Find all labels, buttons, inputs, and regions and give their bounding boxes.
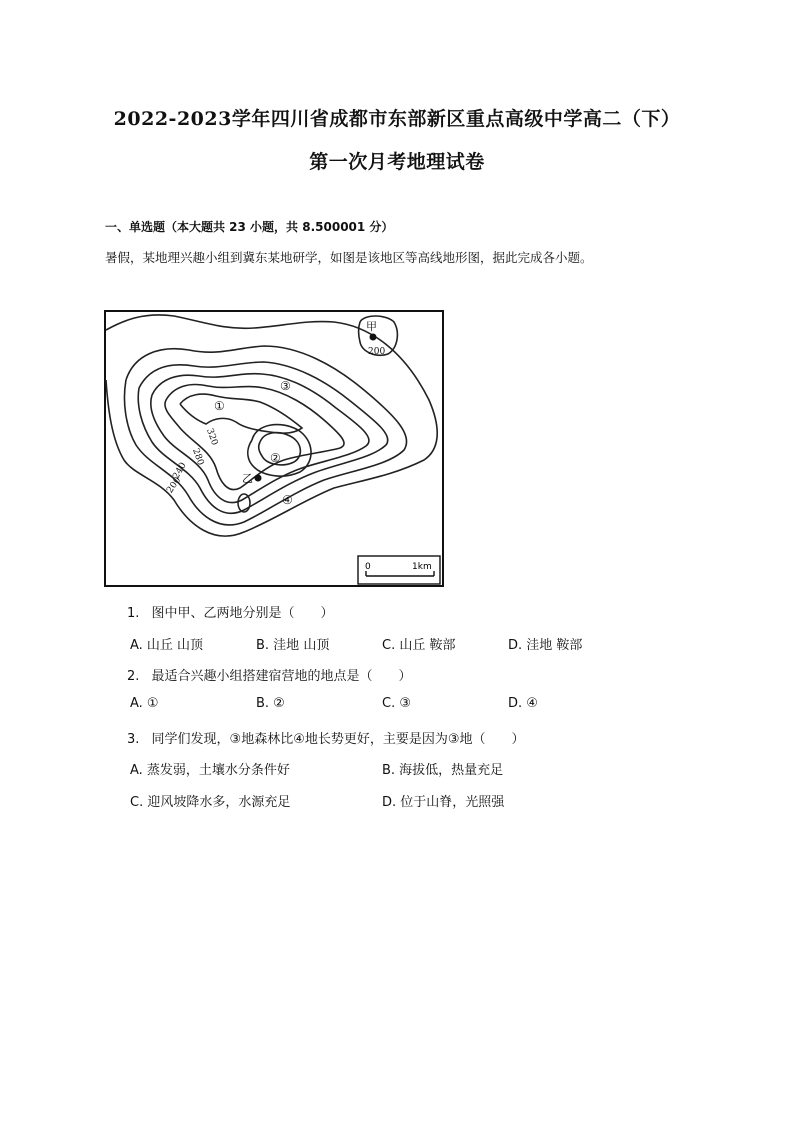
question-text: 最适合兴趣小组搭建宿营地的地点是（ ） xyxy=(151,669,412,684)
question-2 xyxy=(127,665,412,684)
q2-option-c: C. ③ xyxy=(382,696,411,711)
scale-unit: 1km xyxy=(412,562,432,572)
q1-option-a: A. 山丘 山顶 xyxy=(130,638,204,653)
q2-option-a: A. ① xyxy=(130,696,159,711)
q3-option-d: D. 位于山脊，光照强 xyxy=(382,795,505,810)
question-text: 图中甲、乙两地分别是（ ） xyxy=(151,606,334,621)
point-jia-dot xyxy=(370,334,377,341)
q3-option-c: C. 迎风坡降水多，水源充足 xyxy=(130,795,291,810)
q1-option-c: C. 山丘 鞍部 xyxy=(382,638,456,653)
title-line-1: 2022-2023学年四川省成都市东部新区重点高级中学高二（下） xyxy=(113,108,681,130)
circle-label-1: ① xyxy=(214,399,225,413)
question-number: 2. xyxy=(127,669,140,684)
question-text: 同学们发现，③地森林比④地长势更好，主要是因为③地（ ） xyxy=(151,732,525,747)
question-3 xyxy=(127,728,525,747)
contour-label-200-jia: 200 xyxy=(368,347,386,357)
q3-option-b: B. 海拔低，热量充足 xyxy=(382,763,504,778)
q2-option-b: B. ② xyxy=(256,696,285,711)
circle-label-3: ③ xyxy=(280,379,291,393)
q2-option-d: D. ④ xyxy=(508,696,538,711)
map-border xyxy=(105,311,443,586)
q1-option-b: B. 洼地 山顶 xyxy=(256,638,330,653)
q3-option-a: A. 蒸发弱，土壤水分条件好 xyxy=(130,763,290,778)
circle-label-4: ④ xyxy=(282,493,293,507)
question-number: 1. xyxy=(127,606,140,621)
question-number: 3. xyxy=(127,732,140,747)
label-jia: 甲 xyxy=(366,320,377,333)
section-heading: 一、单选题（本大题共 23 小题，共 8.500001 分） xyxy=(105,220,394,234)
contour-label-200: 200 xyxy=(165,475,184,496)
label-yi: 乙 xyxy=(242,472,253,485)
intro-text: 暑假，某地理兴趣小组到冀东某地研学，如图是该地区等高线地形图，据此完成各小题。 xyxy=(105,250,593,265)
contour-label-280: 280 xyxy=(190,447,206,467)
title-line-2: 第一次月考地理试卷 xyxy=(309,151,485,173)
scale-zero: 0 xyxy=(365,562,371,572)
point-yi-dot xyxy=(255,475,262,482)
contour-label-240: 240 xyxy=(171,461,189,481)
scale-bar xyxy=(358,556,440,584)
contour-map xyxy=(104,310,444,587)
question-1 xyxy=(127,602,334,621)
circle-label-2: ② xyxy=(270,451,281,465)
q1-option-d: D. 洼地 鞍部 xyxy=(508,638,583,653)
contour-label-320: 320 xyxy=(204,427,220,447)
